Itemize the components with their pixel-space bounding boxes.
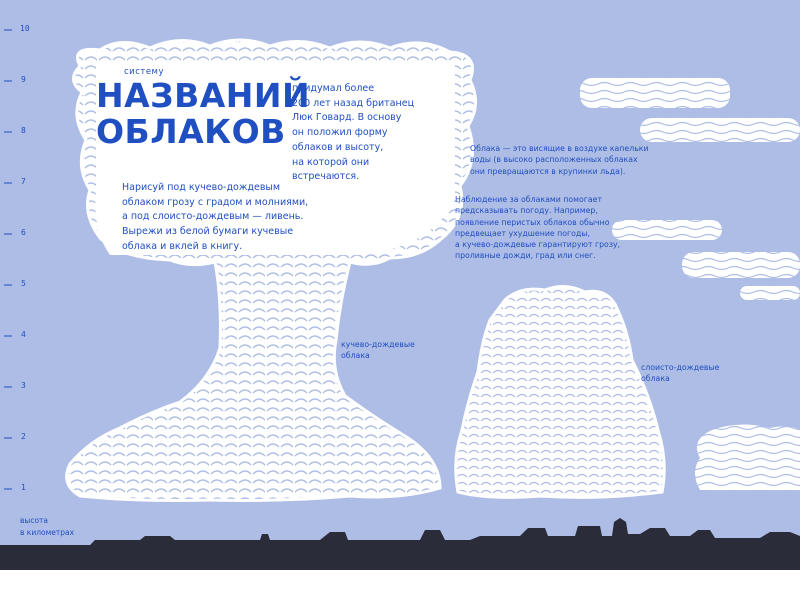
fact-line: появление перистых облаков обычно	[455, 217, 610, 227]
cumulonimbus-label	[341, 339, 461, 362]
page-title	[96, 78, 310, 151]
fact-weather-forecast	[455, 194, 755, 262]
instruction-line: Нарисуй под кучево-дождевым	[122, 182, 281, 193]
fact-line: предвещает ухудшение погоды,	[455, 228, 590, 238]
fact-line: Облака — это висящие в воздухе капельки	[470, 144, 649, 153]
fact-clouds-definition	[470, 143, 770, 177]
instruction-line: а под слоисто-дождевым — ливень.	[122, 211, 304, 223]
fact-line: они превращаются в крупинки льда).	[470, 166, 626, 176]
intro-text	[292, 82, 422, 185]
scale-label-6: 6	[21, 228, 26, 237]
scale-label-7: 7	[21, 177, 26, 186]
nimbostratus-label-line: облака	[641, 374, 670, 384]
fact-line: Наблюдение за облаками помогает	[455, 195, 603, 204]
axis-label-line: высота	[20, 516, 49, 525]
intro-line: на которой они	[292, 156, 370, 168]
intro-line: придумал более	[292, 83, 375, 94]
scale-label-8: 8	[21, 126, 26, 135]
fact-line: проливные дожди, град или снег.	[455, 251, 596, 261]
intro-line: Люк Говард. В основу	[292, 112, 402, 124]
scale-label-4: 4	[21, 330, 26, 339]
scale-label-2: 2	[21, 432, 26, 441]
nimbostratus-label	[641, 362, 761, 385]
intro-line: 200 лет назад британец	[292, 97, 415, 109]
axis-label-line: в километрах	[20, 528, 75, 537]
scale-label-3: 3	[21, 381, 26, 390]
instruction-line: облака и вклей в книгу.	[122, 240, 243, 252]
intro-line: он положил форму	[292, 127, 388, 139]
nimbostratus-label-line: слоисто-дождевые	[641, 363, 720, 372]
stratus-cloud	[695, 424, 800, 490]
title-line-2: ОБЛАКОВ	[96, 112, 286, 152]
fact-line: а кучево-дождевые гарантируют грозу,	[455, 240, 621, 250]
title-prefix: систему	[124, 67, 164, 77]
instruction-line: Вырежи из белой бумаги кучевые	[122, 226, 294, 238]
scale-label-9: 9	[21, 75, 26, 84]
scale-label-1: 1	[21, 483, 26, 492]
cumulonimbus-label-line: облака	[341, 351, 370, 361]
intro-line: встречаются.	[292, 171, 360, 183]
height-axis-label	[20, 515, 140, 539]
fact-line: воды (в высоко расположенных облаках	[470, 155, 638, 165]
instruction-line: облаком грозу с градом и молниями,	[122, 196, 309, 208]
cumulonimbus-label-line: кучево-дождевые	[341, 340, 415, 349]
scale-label-5: 5	[21, 279, 26, 288]
instruction-text	[122, 181, 362, 255]
intro-line: облаков и высоту,	[292, 141, 384, 153]
fact-line: предсказывать погоду. Например,	[455, 206, 598, 216]
scale-label-10: 10	[20, 24, 30, 33]
page-bottom	[0, 570, 800, 600]
title-line-1: НАЗВАНИЙ	[96, 76, 311, 115]
